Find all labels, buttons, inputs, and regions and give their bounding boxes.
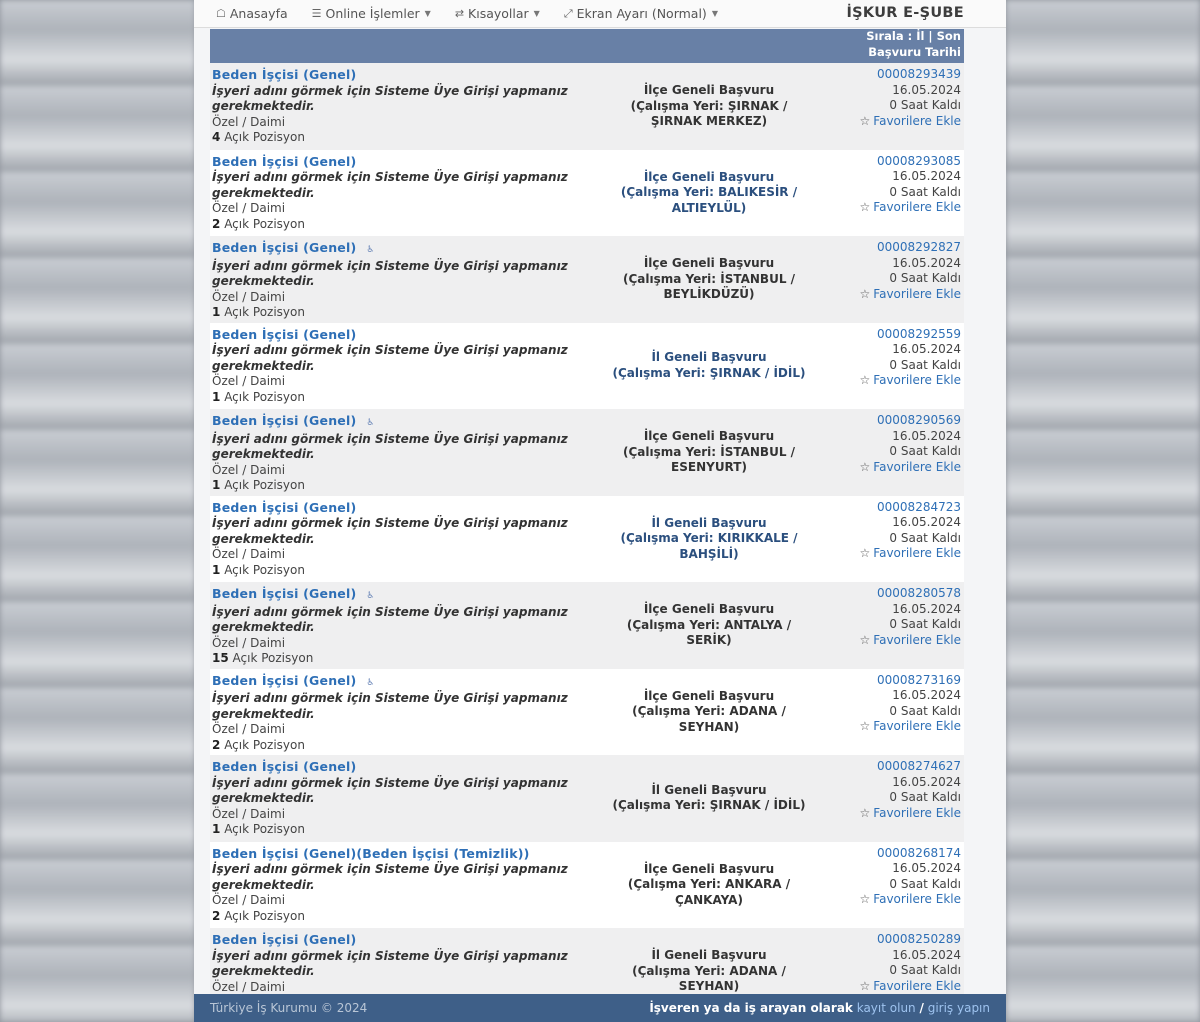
position-count: 1 [212,478,221,493]
job-date: 16.05.2024 [892,601,961,616]
nav-screen-label: Ekran Ayarı (Normal) [576,6,707,21]
table-row [210,323,964,410]
login-notice-line-2: gerekmektedir. [212,964,315,979]
add-favorite-label: Favorilere Ekle [873,805,961,820]
login-notice-line-1: İşyeri adını görmek için Sisteme Üye Girişi yapmanız [212,604,568,619]
scope-label: İl Geneli Başvuru [651,948,767,962]
table-header [210,29,964,63]
login-notice-line-2: gerekmektedir. [212,877,315,892]
job-date: 16.05.2024 [892,515,961,529]
login-notice-line-1: İşyeri adını görmek için Sisteme Üye Girişi yapmanız [212,343,568,358]
job-title-link[interactable]: Beden İşçisi (Genel) [212,499,357,515]
job-date: 16.05.2024 [892,82,961,97]
login-notice-line-1: İşyeri adını görmek için Sisteme Üye Girişi yapmanız [212,516,568,531]
job-info [212,586,582,667]
job-type: Özel / Daimi [212,722,286,737]
star-icon: ☆ [859,805,871,820]
job-title-link[interactable]: Beden İşçisi (Genel) [212,240,357,255]
disability-icon: ♿ [366,677,375,688]
sort-line-2: Başvuru Tarihi [868,44,961,59]
location-line-2: SEYHAN) [678,979,740,993]
job-reference-link[interactable]: 00008292827 [877,240,961,254]
nav-online-label: Online İşlemler [325,6,420,21]
table-row [210,842,964,929]
add-favorite-button[interactable] [801,546,961,562]
position-label: Açık Pozisyon [224,562,305,577]
application-scope [604,582,814,669]
application-scope [604,236,814,323]
brand-title[interactable]: İŞKUR E-ŞUBE [846,5,964,21]
shuffle-icon: ⇄ [454,7,465,20]
add-favorite-label: Favorilere Ekle [873,978,961,993]
position-label: Açık Pozisyon [224,737,305,752]
table-row [210,755,964,842]
time-left: 0 Saat Kaldı [889,184,961,199]
location-line-1: (Çalışma Yeri: İSTANBUL / [622,271,796,286]
scope-label: İlçe Geneli Başvuru [643,688,775,703]
expand-icon: ⤢ [563,6,573,20]
job-reference-link[interactable]: 00008284723 [877,499,961,514]
nav-home[interactable] [216,6,288,21]
login-notice-line-2: gerekmektedir. [212,99,315,114]
scope-label: İlçe Geneli Başvuru [643,83,775,97]
location-line-1: (Çalışma Yeri: KIRIKKALE / [620,531,798,545]
time-left: 0 Saat Kaldı [889,530,961,545]
position-label: Açık Pozisyon [224,822,305,837]
login-notice-line-1: İşyeri adını görmek için Sisteme Üye Girişi yapmanız [212,948,568,963]
footer-cta: İşveren ya da iş arayan olarak [649,1001,853,1015]
location-line-2: BAHŞİLİ) [679,546,739,561]
table-row [210,496,964,583]
position-count: 2 [212,737,221,752]
job-type: Özel / Daimi [212,462,286,477]
job-reference-link[interactable]: 00008250289 [877,932,961,946]
add-favorite-button[interactable] [801,287,961,303]
login-notice-line-2: gerekmektedir. [212,274,315,289]
login-notice-line-2: gerekmektedir. [212,620,315,635]
location-line-2: ALTIEYLÜL) [671,200,747,215]
open-positions [212,909,582,925]
add-favorite-label: Favorilere Ekle [873,546,961,560]
job-reference-link[interactable]: 00008268174 [877,845,961,860]
open-positions [212,217,582,233]
footer-separator: / [919,1001,924,1015]
disability-icon: ♿ [366,591,375,601]
nav-online[interactable] [312,6,431,21]
nav-shortcuts-label: Kısayollar [468,6,529,21]
job-reference-link[interactable]: 00008293085 [877,153,961,168]
caret-down-icon: ▼ [424,9,431,18]
login-notice-line-2: gerekmektedir. [212,706,315,721]
sort-line-1: Sırala : İl | Son [866,29,961,43]
job-reference-link[interactable]: 00008274627 [877,759,961,773]
scope-label: İlçe Geneli Başvuru [643,861,775,876]
location-line-1: (Çalışma Yeri: BALIKESİR / [620,185,798,199]
table-row [210,63,964,150]
open-positions [212,651,582,667]
position-count: 1 [212,305,221,320]
location-line-1: (Çalışma Yeri: ANKARA / [627,877,791,891]
disability-icon: ♿ [366,245,375,255]
login-notice-line-2: gerekmektedir. [212,531,315,546]
footer [194,994,1006,1022]
open-positions [212,305,582,321]
login-notice-line-2: gerekmektedir. [212,791,315,806]
job-reference-link[interactable]: 00008280578 [877,586,961,600]
add-favorite-button[interactable] [801,719,961,735]
open-positions [212,822,582,838]
login-notice-line-1: İşyeri adını görmek için Sisteme Üye Girişi yapmanız [212,83,568,98]
login-notice-line-1: İşyeri adını görmek için Sisteme Üye Girişi yapmanız [212,431,568,446]
login-notice-line-1: İşyeri adını görmek için Sisteme Üye Girişi yapmanız [212,258,568,273]
position-count: 4 [212,130,221,145]
job-reference-link[interactable]: 00008292559 [877,326,961,341]
login-notice-line-1: İşyeri adını görmek için Sisteme Üye Girişi yapmanız [212,170,568,185]
position-label: Açık Pozisyon [224,216,305,231]
list-icon: ☰ [311,7,322,20]
star-icon: ☆ [859,978,871,993]
table-body [210,63,964,1015]
job-type: Özel / Daimi [212,806,286,821]
table-row [210,409,964,496]
job-listing-table [210,29,964,1015]
application-scope [604,496,814,583]
add-favorite-button[interactable] [801,460,961,476]
job-reference-link[interactable]: 00008293439 [877,67,961,81]
job-date: 16.05.2024 [892,342,961,356]
location-line-2: SEYHAN) [678,719,740,734]
location-line-1: (Çalışma Yeri: ANTALYA / [626,617,792,632]
add-favorite-button[interactable] [801,633,961,649]
job-type: Özel / Daimi [212,547,286,562]
nav-home-label: Anasayfa [229,6,288,21]
table-row [210,236,964,323]
job-title-link[interactable]: Beden İşçisi (Genel) [212,672,357,688]
time-left: 0 Saat Kaldı [889,98,961,112]
job-title-link[interactable]: Beden İşçisi (Genel) [212,326,357,342]
nav-shortcuts[interactable] [455,6,540,21]
add-favorite-button[interactable] [801,373,961,389]
scope-label: İl Geneli Başvuru [651,782,767,797]
application-scope [604,842,814,929]
scope-label: İl Geneli Başvuru [651,350,767,365]
position-count: 2 [212,216,221,231]
job-info [212,67,582,146]
time-left: 0 Saat Kaldı [889,444,961,458]
add-favorite-button[interactable] [801,200,961,216]
job-title-link[interactable]: Beden İşçisi (Genel) [212,153,357,169]
star-icon: ☆ [859,459,871,474]
footer-copyright: Türkiye İş Kurumu © 2024 [210,1001,368,1015]
scope-label: İlçe Geneli Başvuru [643,256,775,270]
star-icon: ☆ [859,286,871,301]
job-info [212,673,582,754]
job-type: Özel / Daimi [212,289,286,304]
open-positions [212,130,582,146]
position-label: Açık Pozisyon [224,305,305,320]
position-label: Açık Pozisyon [224,478,305,493]
position-count: 1 [212,822,221,837]
job-date: 16.05.2024 [892,255,961,270]
application-scope [604,409,814,496]
login-notice-line-2: gerekmektedir. [212,358,315,373]
open-positions [212,738,582,754]
application-scope [604,323,814,410]
login-notice-line-2: gerekmektedir. [212,185,315,200]
position-label: Açık Pozisyon [224,389,305,404]
add-favorite-label: Favorilere Ekle [873,373,961,387]
location-line-1: (Çalışma Yeri: ADANA / [632,963,786,978]
position-count: 15 [212,651,229,666]
table-row [210,582,964,669]
star-icon: ☆ [859,632,871,647]
job-meta [801,67,961,129]
job-date: 16.05.2024 [892,947,961,962]
star-icon: ☆ [859,113,871,128]
add-favorite-label: Favorilere Ekle [873,632,961,647]
star-icon: ☆ [859,373,871,387]
top-navbar [194,0,1006,28]
job-info [212,846,582,925]
add-favorite-label: Favorilere Ekle [873,286,961,301]
job-meta [801,413,961,475]
sort-control[interactable] [851,29,961,60]
star-icon: ☆ [859,200,871,214]
scope-label: İlçe Geneli Başvuru [643,169,775,184]
job-meta [801,673,961,735]
job-meta [801,500,961,562]
star-icon: ☆ [859,719,871,733]
job-meta [801,759,961,821]
job-reference-link[interactable]: 00008273169 [877,672,961,687]
job-meta [801,932,961,994]
job-info [212,759,582,838]
job-meta [801,154,961,216]
table-row [210,669,964,756]
location-line-2: ÇANKAYA) [675,892,743,907]
job-title-link[interactable]: Beden İşçisi (Genel) [212,413,357,428]
job-meta [801,240,961,302]
location-line-2: SERİK) [686,633,732,647]
time-left: 0 Saat Kaldı [889,790,961,804]
scope-label: İlçe Geneli Başvuru [643,429,775,443]
job-info [212,932,582,995]
job-meta [801,846,961,908]
time-left: 0 Saat Kaldı [889,357,961,372]
application-scope [604,669,814,756]
position-label: Açık Pozisyon [224,130,305,145]
time-left: 0 Saat Kaldı [889,876,961,891]
caret-down-icon: ▼ [711,9,718,18]
register-link[interactable]: kayıt olun [856,1001,916,1015]
job-title-link[interactable]: Beden İşçisi (Genel) [212,759,357,774]
caret-down-icon: ▼ [533,9,540,18]
open-positions [212,478,582,494]
nav-screen[interactable] [564,6,718,21]
add-favorite-button[interactable] [801,892,961,908]
add-favorite-label: Favorilere Ekle [873,113,961,128]
add-favorite-button[interactable] [801,114,961,130]
time-left: 0 Saat Kaldı [889,703,961,718]
job-title-link[interactable]: Beden İşçisi (Genel) [212,932,357,947]
star-icon: ☆ [859,892,871,906]
position-label: Açık Pozisyon [232,651,314,666]
background-right [1006,0,1200,1022]
job-date: 16.05.2024 [892,861,961,875]
job-type: Özel / Daimi [212,201,286,216]
login-link[interactable]: giriş yapın [927,1001,990,1015]
job-date: 16.05.2024 [892,774,961,789]
scope-label: İlçe Geneli Başvuru [643,602,775,616]
open-positions [212,390,582,406]
login-notice-line-1: İşyeri adını görmek için Sisteme Üye Girişi yapmanız [212,691,568,706]
location-line-2: ŞIRNAK MERKEZ) [650,114,768,128]
open-positions [212,563,582,579]
job-info [212,240,582,321]
location-line-1: (Çalışma Yeri: ŞIRNAK / [630,98,788,113]
disability-icon: ♿ [366,418,375,428]
job-info [212,500,582,579]
job-info [212,413,582,494]
job-type: Özel / Daimi [212,114,286,129]
login-notice-line-1: İşyeri adını görmek için Sisteme Üye Girişi yapmanız [212,775,568,790]
add-favorite-label: Favorilere Ekle [873,200,961,214]
job-date: 16.05.2024 [892,688,961,702]
home-icon: ☖ [216,7,226,20]
add-favorite-button[interactable] [801,806,961,822]
position-count: 1 [212,562,221,577]
job-type: Özel / Daimi [212,893,286,908]
page [194,0,1006,1022]
job-type: Özel / Daimi [212,374,286,389]
location-line-1: (Çalışma Yeri: ŞIRNAK / İDİL) [612,365,806,380]
position-count: 2 [212,908,221,923]
login-notice-line-1: İşyeri adını görmek için Sisteme Üye Girişi yapmanız [212,862,568,877]
position-count: 1 [212,389,221,404]
application-scope [604,755,814,842]
location-line-2: BEYLİKDÜZÜ) [663,287,755,301]
application-scope [604,150,814,237]
job-meta [801,586,961,648]
location-line-1: (Çalışma Yeri: ADANA / [632,704,786,718]
job-info [212,154,582,233]
job-meta [801,327,961,389]
job-type: Özel / Daimi [212,635,286,650]
job-info [212,327,582,406]
location-line-1: (Çalışma Yeri: İSTANBUL / [622,444,796,459]
login-notice-line-2: gerekmektedir. [212,447,315,462]
background-left [0,0,195,1022]
time-left: 0 Saat Kaldı [889,963,961,977]
job-title-link[interactable]: Beden İşçisi (Genel) [212,67,357,82]
job-title-link[interactable]: Beden İşçisi (Genel) [212,586,357,601]
scope-label: İl Geneli Başvuru [651,515,767,530]
location-line-2: ESENYURT) [671,460,747,474]
add-favorite-label: Favorilere Ekle [873,459,961,474]
add-favorite-button[interactable] [801,979,961,995]
application-scope [604,63,814,150]
add-favorite-label: Favorilere Ekle [873,719,961,733]
table-row [210,150,964,237]
job-date: 16.05.2024 [892,428,961,443]
time-left: 0 Saat Kaldı [889,271,961,285]
add-favorite-label: Favorilere Ekle [873,892,961,906]
position-label: Açık Pozisyon [224,908,305,923]
job-title-link[interactable]: Beden İşçisi (Genel)(Beden İşçisi (Temizlik)) [212,845,530,861]
star-icon: ☆ [859,546,871,560]
job-type: Özel / Daimi [212,979,286,994]
time-left: 0 Saat Kaldı [889,617,961,631]
job-date: 16.05.2024 [892,169,961,183]
job-reference-link[interactable]: 00008290569 [877,413,961,427]
location-line-1: (Çalışma Yeri: ŞIRNAK / İDİL) [612,798,806,813]
